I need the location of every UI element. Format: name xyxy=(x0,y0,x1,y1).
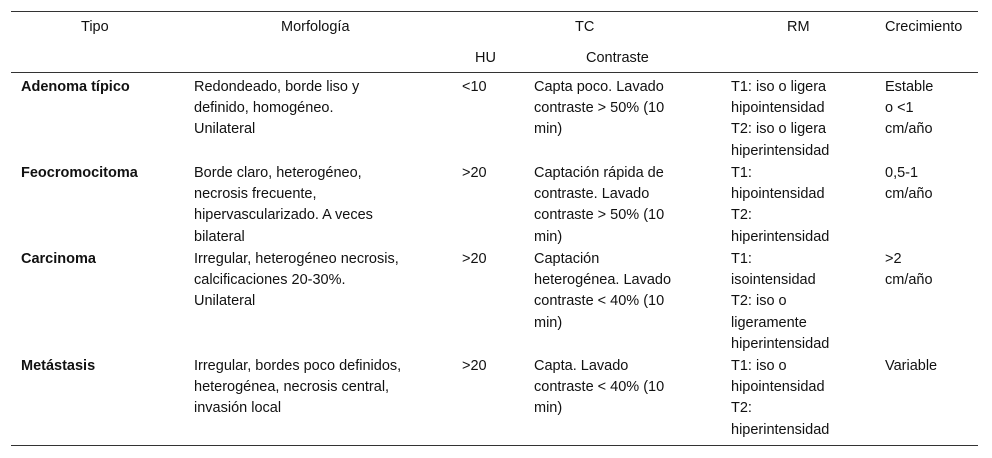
row-hu: >20 xyxy=(462,165,487,181)
table-header-rule xyxy=(11,72,978,73)
row-morfologia: Redondeado, borde liso y definido, homogéneo. Unilateral xyxy=(194,79,360,138)
header-tipo: Tipo xyxy=(81,19,109,35)
row-tipo: Metástasis xyxy=(21,358,96,374)
header-tc: TC xyxy=(575,19,595,35)
subheader-hu: HU xyxy=(475,50,496,66)
table-top-rule xyxy=(11,11,978,12)
header-crecimiento: Crecimiento xyxy=(885,19,963,35)
table-bottom-rule xyxy=(11,445,978,446)
row-hu: >20 xyxy=(462,358,487,374)
row-contraste: Capta poco. Lavado contraste > 50% (10 min) xyxy=(534,79,665,138)
row-hu: <10 xyxy=(462,79,487,95)
row-crecimiento: >2 cm/año xyxy=(885,251,933,289)
row-morfologia: Borde claro, heterogéneo, necrosis frecuente, hipervascularizado. A veces bilateral xyxy=(194,165,373,245)
row-morfologia: Irregular, heterogéneo necrosis, calcificaciones 20-30%. Unilateral xyxy=(194,251,399,310)
row-hu: >20 xyxy=(462,251,487,267)
header-morfologia: Morfología xyxy=(281,19,350,35)
row-crecimiento: 0,5-1 cm/año xyxy=(885,165,933,203)
row-contraste: Capta. Lavado contraste < 40% (10 min) xyxy=(534,358,665,417)
subheader-contraste: Contraste xyxy=(586,50,649,66)
row-crecimiento: Estable o <1 cm/año xyxy=(885,79,934,138)
row-crecimiento: Variable xyxy=(885,358,938,374)
header-rm: RM xyxy=(787,19,810,35)
row-rm: T1: iso o hipointensidad T2: hiperintensidad xyxy=(731,358,830,438)
row-tipo: Adenoma típico xyxy=(21,79,130,95)
row-contraste: Captación heterogénea. Lavado contraste < 40% (10 min) xyxy=(534,251,672,331)
row-rm: T1: isointensidad T2: iso o ligeramente hiperintensidad xyxy=(731,251,830,352)
row-tipo: Feocromocitoma xyxy=(21,165,138,181)
row-morfologia: Irregular, bordes poco definidos, heterogénea, necrosis central, invasión local xyxy=(194,358,402,417)
row-rm: T1: hipointensidad T2: hiperintensidad xyxy=(731,165,830,245)
row-contraste: Captación rápida de contraste. Lavado contraste > 50% (10 min) xyxy=(534,165,665,245)
row-tipo: Carcinoma xyxy=(21,251,96,267)
row-rm: T1: iso o ligera hipointensidad T2: iso o ligera hiperintensidad xyxy=(731,79,830,159)
